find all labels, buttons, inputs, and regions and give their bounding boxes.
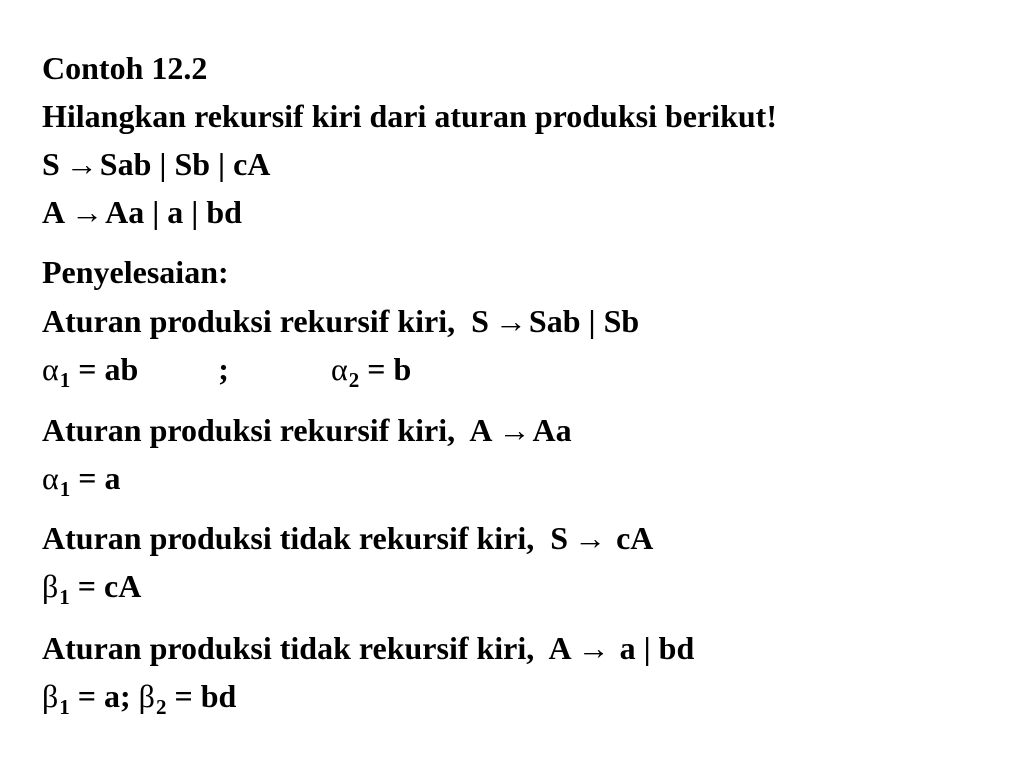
arrow-icon: →: [65, 146, 98, 182]
production-rule-a: [42, 192, 242, 232]
beta-value: = bd: [174, 678, 237, 714]
alpha-value: = a: [78, 460, 121, 496]
alpha-symbol: α: [330, 351, 348, 387]
subscript: 2: [348, 368, 360, 392]
arrow-icon: →: [574, 520, 607, 556]
subscript: 1: [59, 585, 70, 609]
alpha-value: = b: [367, 351, 412, 387]
block-label: Aturan produksi rekursif kiri,: [42, 412, 456, 448]
beta-symbol: β: [42, 568, 59, 604]
block3-rule: [42, 518, 653, 558]
block4-betas: [42, 676, 236, 720]
block-label: Aturan produksi tidak rekursif kiri,: [42, 520, 535, 556]
example-instruction: [42, 96, 777, 136]
production-rule-s: [42, 144, 270, 184]
alpha-symbol: α: [42, 351, 59, 387]
subscript: 1: [59, 368, 71, 392]
solution-heading-text: Penyelesaian:: [42, 254, 229, 290]
beta-value: = cA: [77, 568, 142, 604]
alpha-symbol: α: [42, 460, 59, 496]
arrow-icon: →: [498, 412, 531, 448]
rule-rhs: Sab | Sb: [528, 303, 640, 339]
rule-rhs: Sab | Sb | cA: [99, 146, 271, 182]
block4-rule: [42, 628, 694, 668]
subscript: 1: [59, 695, 70, 719]
rule-rhs: Aa | a | bd: [105, 194, 242, 230]
rule-lhs: S: [550, 520, 569, 556]
example-title: [42, 48, 207, 88]
subscript: 2: [155, 695, 167, 719]
block-label: Aturan produksi tidak rekursif kiri,: [42, 630, 535, 666]
rule-rhs: a | bd: [619, 630, 695, 666]
block3-betas: [42, 566, 141, 610]
arrow-icon: →: [494, 303, 527, 339]
rule-lhs: S: [471, 303, 489, 339]
alpha-value: = ab: [78, 351, 139, 387]
arrow-icon: →: [71, 194, 104, 230]
separator: ;: [120, 678, 131, 714]
instruction-text: Hilangkan rekursif kiri dari aturan produksi berikut!: [42, 98, 777, 134]
rule-lhs: A: [548, 630, 572, 666]
arrow-icon: →: [577, 630, 610, 666]
block2-rule: [42, 410, 572, 450]
separator: ;: [218, 351, 229, 387]
rule-rhs: cA: [616, 520, 654, 556]
beta-symbol: β: [138, 678, 155, 714]
block2-alphas: [42, 458, 121, 502]
beta-value: = a: [77, 678, 121, 714]
subscript: 1: [59, 477, 71, 501]
rule-lhs: S: [42, 146, 60, 182]
example-title-text: Contoh 12.2: [42, 50, 208, 86]
block1-rule: [42, 301, 639, 341]
beta-symbol: β: [42, 678, 59, 714]
rule-lhs: A: [469, 412, 493, 448]
rule-lhs: A: [42, 194, 66, 230]
solution-heading: [42, 252, 229, 292]
block-label: Aturan produksi rekursif kiri,: [42, 303, 456, 339]
block1-alphas: [42, 349, 411, 393]
rule-rhs: Aa: [532, 412, 572, 448]
